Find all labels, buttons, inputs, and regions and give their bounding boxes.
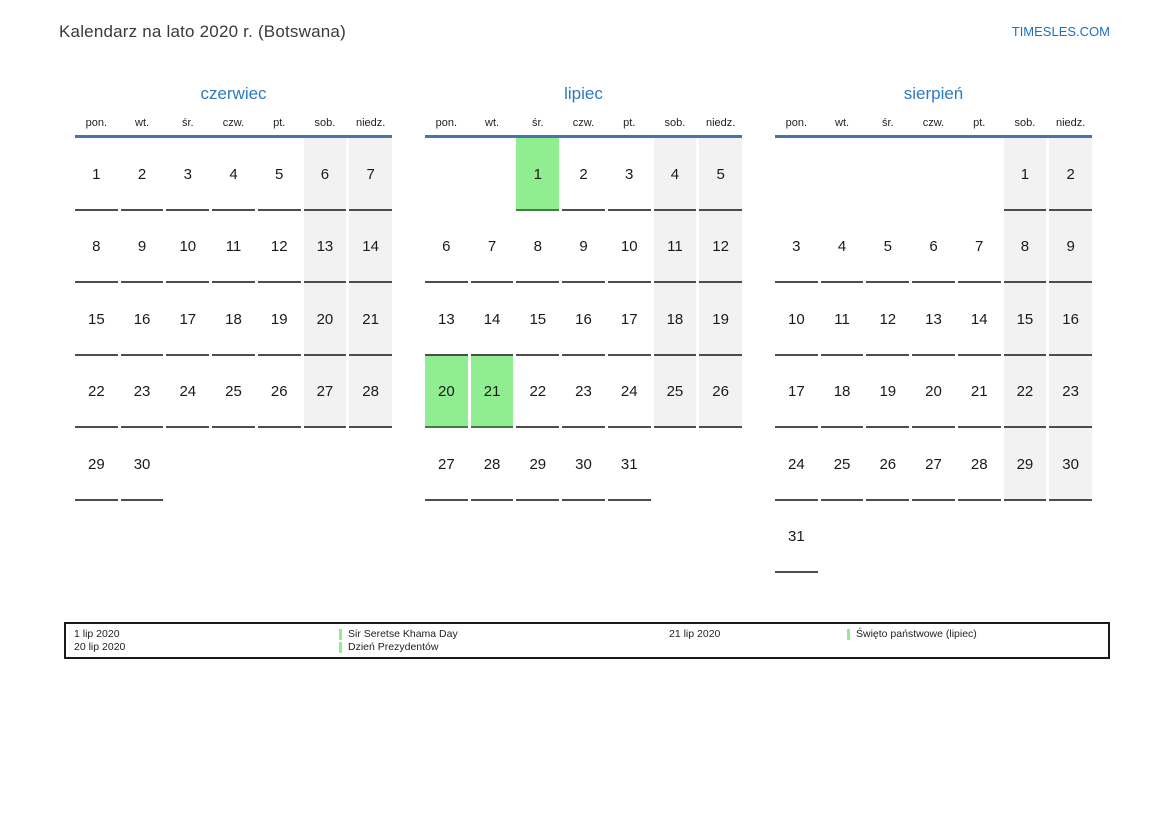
month-title: sierpień xyxy=(903,84,964,103)
day-cell-sierpień-27: 27 xyxy=(912,428,955,501)
day-cell-empty xyxy=(212,428,255,501)
day-cell-sierpień-12: 12 xyxy=(866,283,909,356)
weeks-grid xyxy=(775,138,1092,573)
weekday-label: sob. xyxy=(1014,117,1036,129)
legend-line xyxy=(339,641,669,653)
weeks-grid xyxy=(75,138,392,501)
month-title: lipiec xyxy=(564,84,603,103)
day-cell-lipiec-3: 3 xyxy=(608,138,651,211)
day-cell-sierpień-2: 2 xyxy=(1049,138,1092,211)
day-cell-czerwiec-4: 4 xyxy=(212,138,255,211)
day-cell-sierpień-28: 28 xyxy=(958,428,1001,501)
weekday-label: śr. xyxy=(181,117,194,129)
legend-line xyxy=(847,628,1108,640)
day-cell-lipiec-11: 11 xyxy=(654,211,697,284)
day-cell-empty xyxy=(958,138,1001,211)
day-cell-sierpień-23: 23 xyxy=(1049,356,1092,429)
month-title: czerwiec xyxy=(200,84,267,103)
day-cell-sierpień-17: 17 xyxy=(775,356,818,429)
legend-names-column xyxy=(847,628,1108,653)
day-cell-czerwiec-7: 7 xyxy=(349,138,392,211)
day-cell-sierpień-3: 3 xyxy=(775,211,818,284)
day-cell-lipiec-5: 5 xyxy=(699,138,742,211)
day-cell-czerwiec-28: 28 xyxy=(349,356,392,429)
legend-line xyxy=(669,628,847,640)
day-cell-empty xyxy=(425,138,468,211)
day-cell-czerwiec-15: 15 xyxy=(75,283,118,356)
day-cell-czerwiec-26: 26 xyxy=(258,356,301,429)
day-cell-lipiec-9: 9 xyxy=(562,211,605,284)
day-cell-sierpień-1: 1 xyxy=(1004,138,1047,211)
day-cell-lipiec-22: 22 xyxy=(516,356,559,429)
weekday-label: niedz. xyxy=(355,117,386,129)
legend-holiday-name: Dzień Prezydentów xyxy=(348,641,439,653)
months-row xyxy=(75,84,1169,573)
holiday-marker-icon xyxy=(847,629,850,640)
legend-date: 20 lip 2020 xyxy=(74,641,126,653)
day-cell-lipiec-28: 28 xyxy=(471,428,514,501)
day-cell-sierpień-22: 22 xyxy=(1004,356,1047,429)
day-cell-lipiec-17: 17 xyxy=(608,283,651,356)
day-cell-sierpień-25: 25 xyxy=(821,428,864,501)
legend-line xyxy=(74,641,339,653)
month-calendar-sierpień xyxy=(775,84,1092,573)
day-cell-lipiec-15: 15 xyxy=(516,283,559,356)
legend-date: 21 lip 2020 xyxy=(669,628,721,640)
holiday-marker-icon xyxy=(339,629,342,640)
day-cell-czerwiec-30: 30 xyxy=(121,428,164,501)
day-cell-lipiec-31: 31 xyxy=(608,428,651,501)
holiday-legend xyxy=(64,622,1110,659)
day-cell-czerwiec-17: 17 xyxy=(166,283,209,356)
day-cell-czerwiec-8: 8 xyxy=(75,211,118,284)
day-cell-czerwiec-19: 19 xyxy=(258,283,301,356)
weekday-label: niedz. xyxy=(1055,117,1086,129)
day-cell-sierpień-15: 15 xyxy=(1004,283,1047,356)
legend-dates-column xyxy=(669,628,847,653)
weekday-label: pt. xyxy=(273,117,286,129)
day-cell-czerwiec-21: 21 xyxy=(349,283,392,356)
weeks-grid xyxy=(425,138,742,501)
day-cell-sierpień-31: 31 xyxy=(775,501,818,574)
day-cell-lipiec-10: 10 xyxy=(608,211,651,284)
legend-date: 1 lip 2020 xyxy=(74,628,120,640)
day-cell-czerwiec-5: 5 xyxy=(258,138,301,211)
day-cell-empty xyxy=(912,138,955,211)
day-cell-lipiec-21: 21 xyxy=(471,356,514,429)
day-cell-sierpień-9: 9 xyxy=(1049,211,1092,284)
weekday-label: wt. xyxy=(135,117,150,129)
weekday-label: czw. xyxy=(922,117,945,129)
day-cell-czerwiec-12: 12 xyxy=(258,211,301,284)
weekday-label: czw. xyxy=(572,117,595,129)
day-cell-empty xyxy=(866,501,909,574)
day-cell-lipiec-19: 19 xyxy=(699,283,742,356)
day-cell-sierpień-26: 26 xyxy=(866,428,909,501)
weekday-label: pon. xyxy=(85,117,108,129)
legend-line xyxy=(339,628,669,640)
weekday-header-row xyxy=(75,117,392,138)
weekday-label: pt. xyxy=(973,117,986,129)
legend-holiday-name: Sir Seretse Khama Day xyxy=(348,628,458,640)
day-cell-lipiec-1: 1 xyxy=(516,138,559,211)
day-cell-czerwiec-23: 23 xyxy=(121,356,164,429)
day-cell-empty xyxy=(654,428,697,501)
day-cell-czerwiec-18: 18 xyxy=(212,283,255,356)
day-cell-czerwiec-2: 2 xyxy=(121,138,164,211)
legend-names-column xyxy=(339,628,669,653)
day-cell-lipiec-18: 18 xyxy=(654,283,697,356)
day-cell-sierpień-10: 10 xyxy=(775,283,818,356)
weekday-label: czw. xyxy=(222,117,245,129)
day-cell-empty xyxy=(349,428,392,501)
holiday-marker-icon xyxy=(339,642,342,653)
month-calendar-lipiec xyxy=(425,84,742,501)
day-cell-sierpień-11: 11 xyxy=(821,283,864,356)
day-cell-czerwiec-10: 10 xyxy=(166,211,209,284)
weekday-label: śr. xyxy=(531,117,544,129)
day-cell-empty xyxy=(958,501,1001,574)
day-cell-lipiec-13: 13 xyxy=(425,283,468,356)
day-cell-lipiec-30: 30 xyxy=(562,428,605,501)
day-cell-sierpień-4: 4 xyxy=(821,211,864,284)
day-cell-empty xyxy=(304,428,347,501)
weekday-header-row xyxy=(775,117,1092,138)
day-cell-sierpień-5: 5 xyxy=(866,211,909,284)
day-cell-empty xyxy=(166,428,209,501)
day-cell-lipiec-23: 23 xyxy=(562,356,605,429)
weekday-header-row xyxy=(425,117,742,138)
day-cell-czerwiec-9: 9 xyxy=(121,211,164,284)
day-cell-empty xyxy=(912,501,955,574)
weekday-label: niedz. xyxy=(705,117,736,129)
day-cell-lipiec-16: 16 xyxy=(562,283,605,356)
day-cell-empty xyxy=(471,138,514,211)
day-cell-czerwiec-27: 27 xyxy=(304,356,347,429)
day-cell-sierpień-30: 30 xyxy=(1049,428,1092,501)
weekday-label: sob. xyxy=(664,117,686,129)
day-cell-sierpień-14: 14 xyxy=(958,283,1001,356)
day-cell-czerwiec-25: 25 xyxy=(212,356,255,429)
day-cell-czerwiec-14: 14 xyxy=(349,211,392,284)
day-cell-sierpień-8: 8 xyxy=(1004,211,1047,284)
month-calendar-czerwiec xyxy=(75,84,392,501)
day-cell-lipiec-4: 4 xyxy=(654,138,697,211)
day-cell-sierpień-29: 29 xyxy=(1004,428,1047,501)
day-cell-sierpień-6: 6 xyxy=(912,211,955,284)
day-cell-empty xyxy=(821,501,864,574)
weekday-label: śr. xyxy=(881,117,894,129)
legend-dates-column xyxy=(74,628,339,653)
day-cell-empty xyxy=(775,138,818,211)
day-cell-sierpień-20: 20 xyxy=(912,356,955,429)
day-cell-lipiec-24: 24 xyxy=(608,356,651,429)
day-cell-lipiec-25: 25 xyxy=(654,356,697,429)
page-header xyxy=(0,0,1169,42)
page-title: Kalendarz na lato 2020 r. (Botswana) xyxy=(59,22,346,41)
weekday-label: pon. xyxy=(435,117,458,129)
day-cell-empty xyxy=(821,138,864,211)
day-cell-czerwiec-16: 16 xyxy=(121,283,164,356)
day-cell-lipiec-7: 7 xyxy=(471,211,514,284)
day-cell-lipiec-20: 20 xyxy=(425,356,468,429)
day-cell-sierpień-18: 18 xyxy=(821,356,864,429)
day-cell-czerwiec-22: 22 xyxy=(75,356,118,429)
timesles-link[interactable]: TIMESLES.COM xyxy=(1011,24,1110,39)
day-cell-lipiec-6: 6 xyxy=(425,211,468,284)
day-cell-sierpień-19: 19 xyxy=(866,356,909,429)
weekday-label: sob. xyxy=(314,117,336,129)
day-cell-sierpień-13: 13 xyxy=(912,283,955,356)
day-cell-lipiec-8: 8 xyxy=(516,211,559,284)
weekday-label: pt. xyxy=(623,117,636,129)
day-cell-czerwiec-11: 11 xyxy=(212,211,255,284)
day-cell-empty xyxy=(258,428,301,501)
day-cell-lipiec-29: 29 xyxy=(516,428,559,501)
legend-line xyxy=(74,628,339,640)
day-cell-empty xyxy=(1049,501,1092,574)
day-cell-lipiec-26: 26 xyxy=(699,356,742,429)
day-cell-czerwiec-1: 1 xyxy=(75,138,118,211)
day-cell-sierpień-21: 21 xyxy=(958,356,1001,429)
weekday-label: wt. xyxy=(835,117,850,129)
day-cell-sierpień-7: 7 xyxy=(958,211,1001,284)
day-cell-sierpień-24: 24 xyxy=(775,428,818,501)
day-cell-lipiec-14: 14 xyxy=(471,283,514,356)
day-cell-lipiec-12: 12 xyxy=(699,211,742,284)
day-cell-lipiec-2: 2 xyxy=(562,138,605,211)
day-cell-czerwiec-20: 20 xyxy=(304,283,347,356)
day-cell-czerwiec-29: 29 xyxy=(75,428,118,501)
weekday-label: wt. xyxy=(485,117,500,129)
day-cell-empty xyxy=(866,138,909,211)
day-cell-empty xyxy=(1004,501,1047,574)
day-cell-lipiec-27: 27 xyxy=(425,428,468,501)
day-cell-sierpień-16: 16 xyxy=(1049,283,1092,356)
day-cell-czerwiec-3: 3 xyxy=(166,138,209,211)
weekday-label: pon. xyxy=(785,117,808,129)
day-cell-empty xyxy=(699,428,742,501)
day-cell-czerwiec-6: 6 xyxy=(304,138,347,211)
day-cell-czerwiec-13: 13 xyxy=(304,211,347,284)
day-cell-czerwiec-24: 24 xyxy=(166,356,209,429)
legend-holiday-name: Święto państwowe (lipiec) xyxy=(856,628,977,640)
